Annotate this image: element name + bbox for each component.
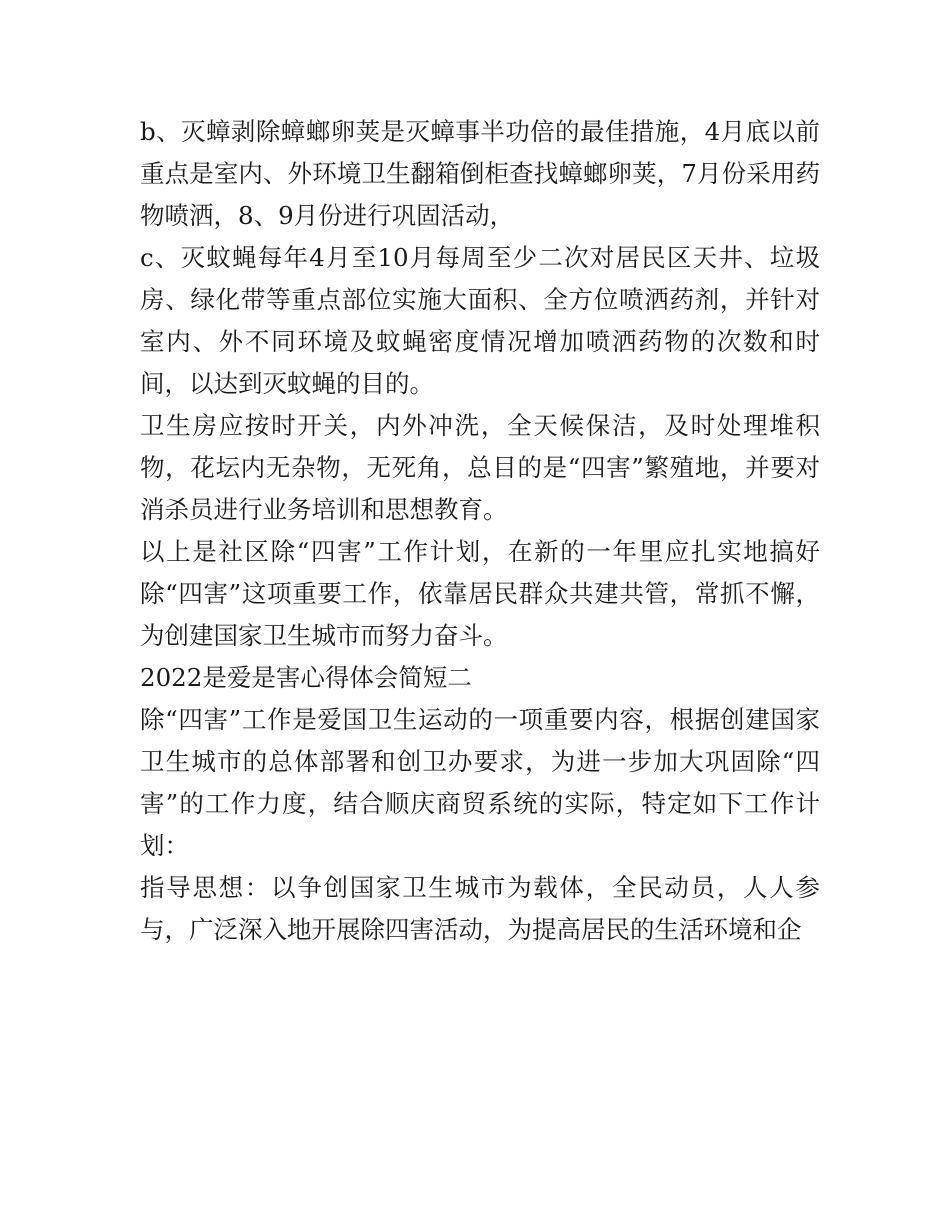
paragraph-sanitation-room: 卫生房应按时开关，内外冲洗，全天候保洁，及时处理堆积物，花坛内无杂物，无死角，总目的是“四害”繁殖地，并要对消杀员进行业务培训和思想教育。 (140, 411, 820, 524)
paragraph-mosquito-fly-control: c、灭蚊蝇每年4月至10月每周至少二次对居民区天井、垃圾房、绿化带等重点部位实施大面积、全方位喷洒药剂，并针对室内、外不同环境及蚊蝇密度情况增加喷洒药物的次数和时间，以达到灭蚊蝇的目的。 (140, 243, 820, 398)
paragraph-guiding-ideology: 指导思想：以争创国家卫生城市为载体，全民动员，人人参与，广泛深入地开展除四害活动，为提高居民的生活环境和企 (140, 873, 820, 944)
paragraph-intro: 除“四害”工作是爱国卫生运动的一项重要内容，根据创建国家卫生城市的总体部署和创卫办要求，为进一步加大巩固除“四害”的工作力度，结合顺庆商贸系统的实际，特定如下工作计划： (140, 705, 820, 860)
document-body (140, 111, 820, 951)
paragraph-cockroach-control: b、灭蟑剥除蟑螂卵荚是灭蟑事半功倍的最佳措施，4月底以前重点是室内、外环境卫生翻箱倒柜查找蟑螂卵荚，7月份采用药物喷洒，8、9月份进行巩固活动， (140, 117, 820, 230)
section-heading: 2022是爱是害心得体会简短二 (140, 663, 472, 692)
paragraph-plan-summary: 以上是社区除“四害”工作计划，在新的一年里应扎实地搞好除“四害”这项重要工作，依靠居民群众共建共管，常抓不懈，为创建国家卫生城市而努力奋斗。 (140, 537, 820, 650)
